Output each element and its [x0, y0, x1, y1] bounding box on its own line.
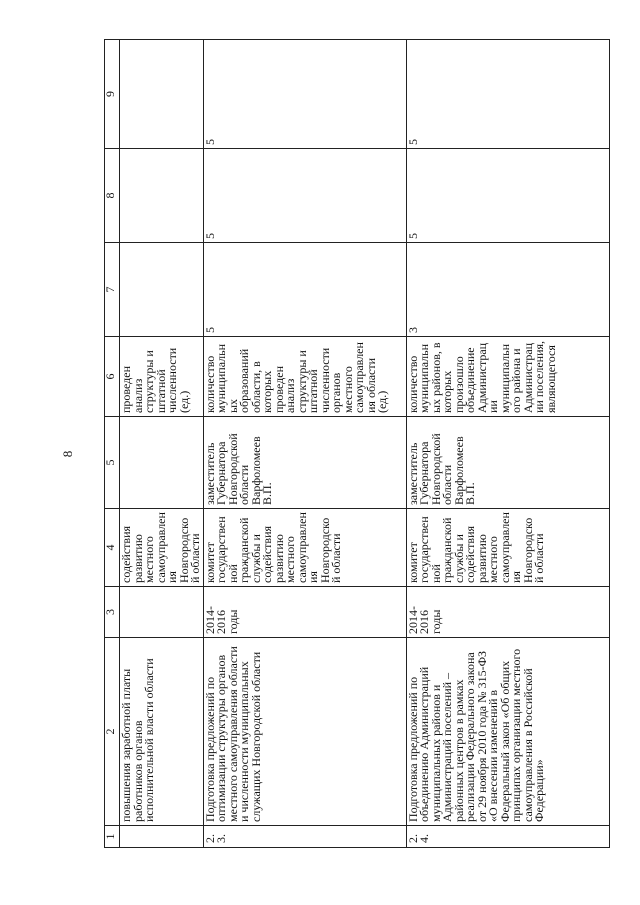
row-period: 2014-2016 годы [406, 587, 609, 638]
row-value-8 [120, 149, 204, 243]
row-value-9: 5 [203, 40, 406, 149]
header-row [105, 40, 120, 848]
row-indicator: количество муниципальных образований области, в которых проведен анализ структуры и штатной численности органов местного самоуправления области (ед.) [203, 337, 406, 417]
header-cell: 6 [105, 337, 120, 417]
row-period: 2014-2016 годы [203, 587, 406, 638]
table-row [406, 40, 609, 848]
row-responsible [120, 417, 204, 509]
row-executor: содействия развитию местного самоуправления Новгородской области [120, 509, 204, 587]
table-row [203, 40, 406, 848]
page-number: 8 [60, 450, 75, 458]
row-period [120, 587, 204, 638]
header-cell: 1 [105, 826, 120, 848]
row-number: 2.4. [406, 826, 609, 848]
header-cell: 9 [105, 40, 120, 149]
row-responsible: заместитель Губернатора Новгородской области Варфоломеев В.П. [203, 417, 406, 509]
rotated-table-wrapper [104, 40, 609, 848]
row-indicator: количество муниципальных районов, в которых произошло объединение Администрации муниципального района и Администрации поселения, являющегося [406, 337, 609, 417]
row-executor: комитет государственной гражданской службы и содействия развитию местного самоуправления Новгородской области [203, 509, 406, 587]
table-row [120, 40, 204, 848]
row-value-8: 5 [406, 149, 609, 243]
row-value-7 [120, 243, 204, 337]
row-indicator: проведен анализ структуры и штатной численности (ед.) [120, 337, 204, 417]
row-value-7: 3 [406, 243, 609, 337]
row-action: Подготовка предложений по объединению Администраций муниципальных районов и Администраций поселений – районных центров в рамках реализации Федерального закона от 29 ноября 2010 года № 315-ФЗ «О внесении изменений в Федеральный закон «Об общих принципах организации местного самоуправления в Российской Федерации» [406, 638, 609, 826]
header-cell: 4 [105, 509, 120, 587]
row-value-7: 5 [203, 243, 406, 337]
row-executor: комитет государственной гражданской службы и содействия развитию местного самоуправления Новгородской области [406, 509, 609, 587]
row-number [120, 826, 204, 848]
header-cell: 8 [105, 149, 120, 243]
row-action: Подготовка предложений по оптимизации структуры органов местного самоуправления области и численности муниципальных служащих Новгородской области [203, 638, 406, 826]
row-value-9: 5 [406, 40, 609, 149]
row-responsible: заместитель Губернатора Новгородской области Варфоломеев В.П. [406, 417, 609, 509]
header-cell: 5 [105, 417, 120, 509]
measures-table [104, 39, 610, 848]
header-cell: 2 [105, 638, 120, 826]
row-action: повышения заработной платы работников органов исполнительной власти области [120, 638, 204, 826]
row-value-9 [120, 40, 204, 149]
header-cell: 3 [105, 587, 120, 638]
row-value-8: 5 [203, 149, 406, 243]
header-cell: 7 [105, 243, 120, 337]
row-number: 2.3. [203, 826, 406, 848]
